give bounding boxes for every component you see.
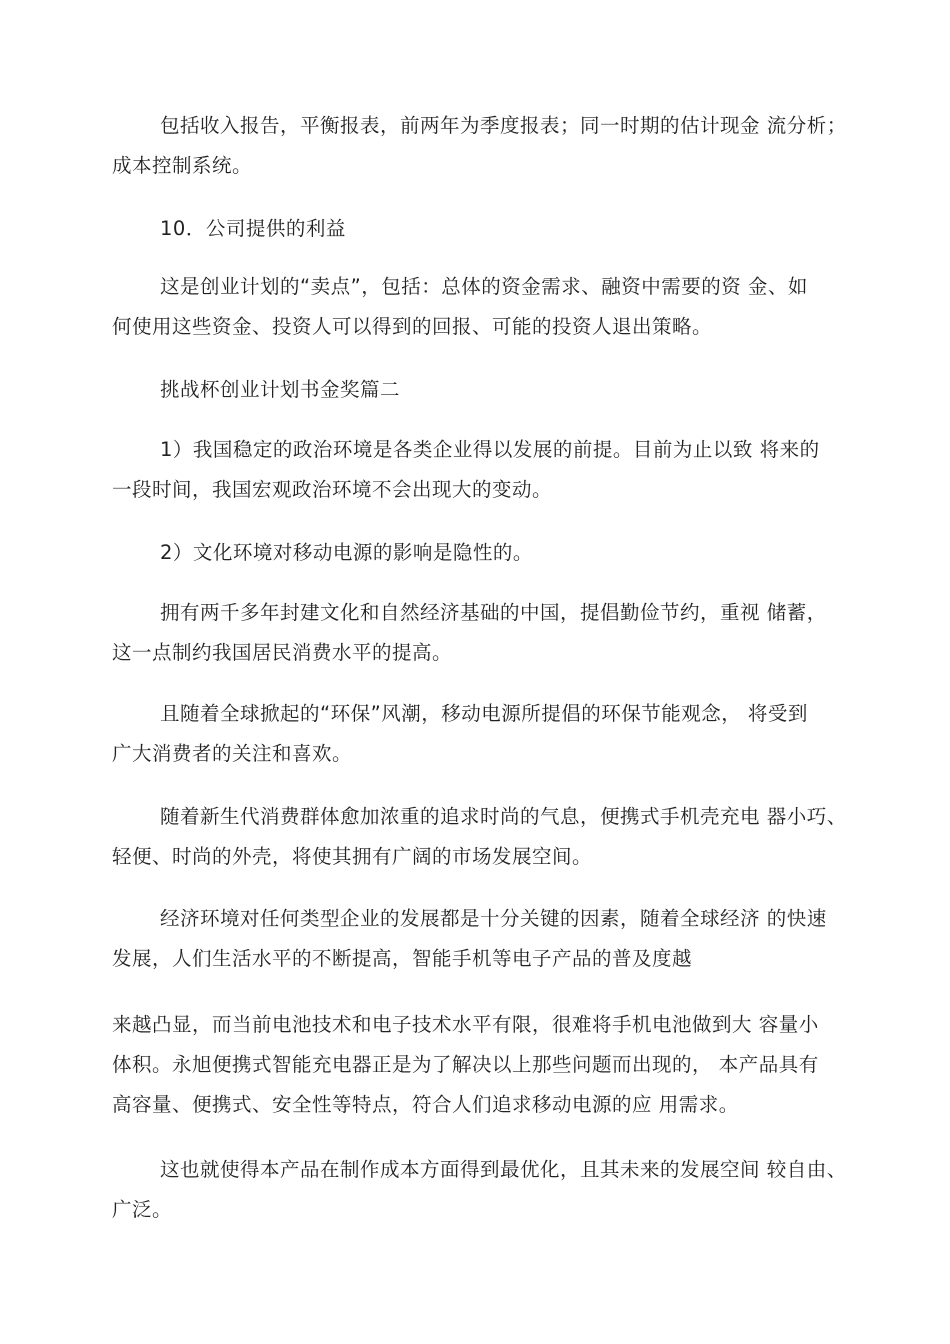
text-line: 这一点制约我国居民消费水平的提高。 <box>112 641 453 664</box>
text-line: 体积。永旭便携式智能充电器正是为了解决以上那些问题而出现的， 本产品具有 <box>112 1053 819 1076</box>
text-line: 广泛。 <box>112 1198 173 1221</box>
heading-company-benefits <box>112 209 872 249</box>
text-line: 包括收入报告，平衡报表，前两年为季度报表；同一时期的估计现金 流分析； <box>160 114 847 137</box>
text-line: 发展，人们生活水平的不断提高，智能手机等电子产品的普及度越 <box>112 947 693 970</box>
paragraph-cost-optimization <box>112 1150 872 1230</box>
text-line: 挑战杯创业计划书金奖篇二 <box>160 378 401 401</box>
paragraph-financial-reports <box>112 106 872 186</box>
text-line: 这是创业计划的“卖点”，包括：总体的资金需求、融资中需要的资 金、如 <box>160 275 808 298</box>
text-line: 随着新生代消费群体愈加浓重的追求时尚的气息，便携式手机壳充电 器小巧、 <box>160 805 847 828</box>
text-line: 一段时间，我国宏观政治环境不会出现大的变动。 <box>112 478 553 501</box>
paragraph-environmental-trend <box>112 694 872 774</box>
text-line: 何使用这些资金、投资人可以得到的回报、可能的投资人退出策略。 <box>112 315 713 338</box>
paragraph-consumer-trend <box>112 797 872 877</box>
text-line: 来越凸显，而当前电池技术和电子技术水平有限，很难将手机电池做到大 容量小 <box>112 1013 819 1036</box>
text-line: 成本控制系统。 <box>112 154 253 177</box>
text-line: 10．公司提供的利益 <box>160 217 346 240</box>
text-line: 广大消费者的关注和喜欢。 <box>112 742 353 765</box>
paragraph-selling-point <box>112 267 872 347</box>
heading-award-part-two <box>112 370 872 410</box>
paragraph-economic-environment <box>112 899 872 979</box>
paragraph-political-environment <box>112 430 872 510</box>
text-line: 轻便、时尚的外壳，将使其拥有广阔的市场发展空间。 <box>112 845 593 868</box>
text-line: 拥有两千多年封建文化和自然经济基础的中国，提倡勤俭节约，重视 储蓄， <box>160 601 827 624</box>
text-line: 经济环境对任何类型企业的发展都是十分关键的因素，随着全球经济 的快速 <box>160 907 827 930</box>
text-line: 2）文化环境对移动电源的影响是隐性的。 <box>160 541 533 564</box>
text-line: 这也就使得本产品在制作成本方面得到最优化，且其未来的发展空间 较自由、 <box>160 1158 847 1181</box>
text-line: 且随着全球掀起的“环保”风潮，移动电源所提倡的环保节能观念， 将受到 <box>160 702 808 725</box>
text-line: 高容量、便携式、安全性等特点，符合人们追求移动电源的应 用需求。 <box>112 1093 739 1116</box>
text-line: 1）我国稳定的政治环境是各类企业得以发展的前提。目前为止以致 将来的 <box>160 438 820 461</box>
paragraph-cultural-environment <box>112 533 872 573</box>
paragraph-battery-technology <box>112 1005 872 1125</box>
paragraph-saving-culture <box>112 593 872 673</box>
